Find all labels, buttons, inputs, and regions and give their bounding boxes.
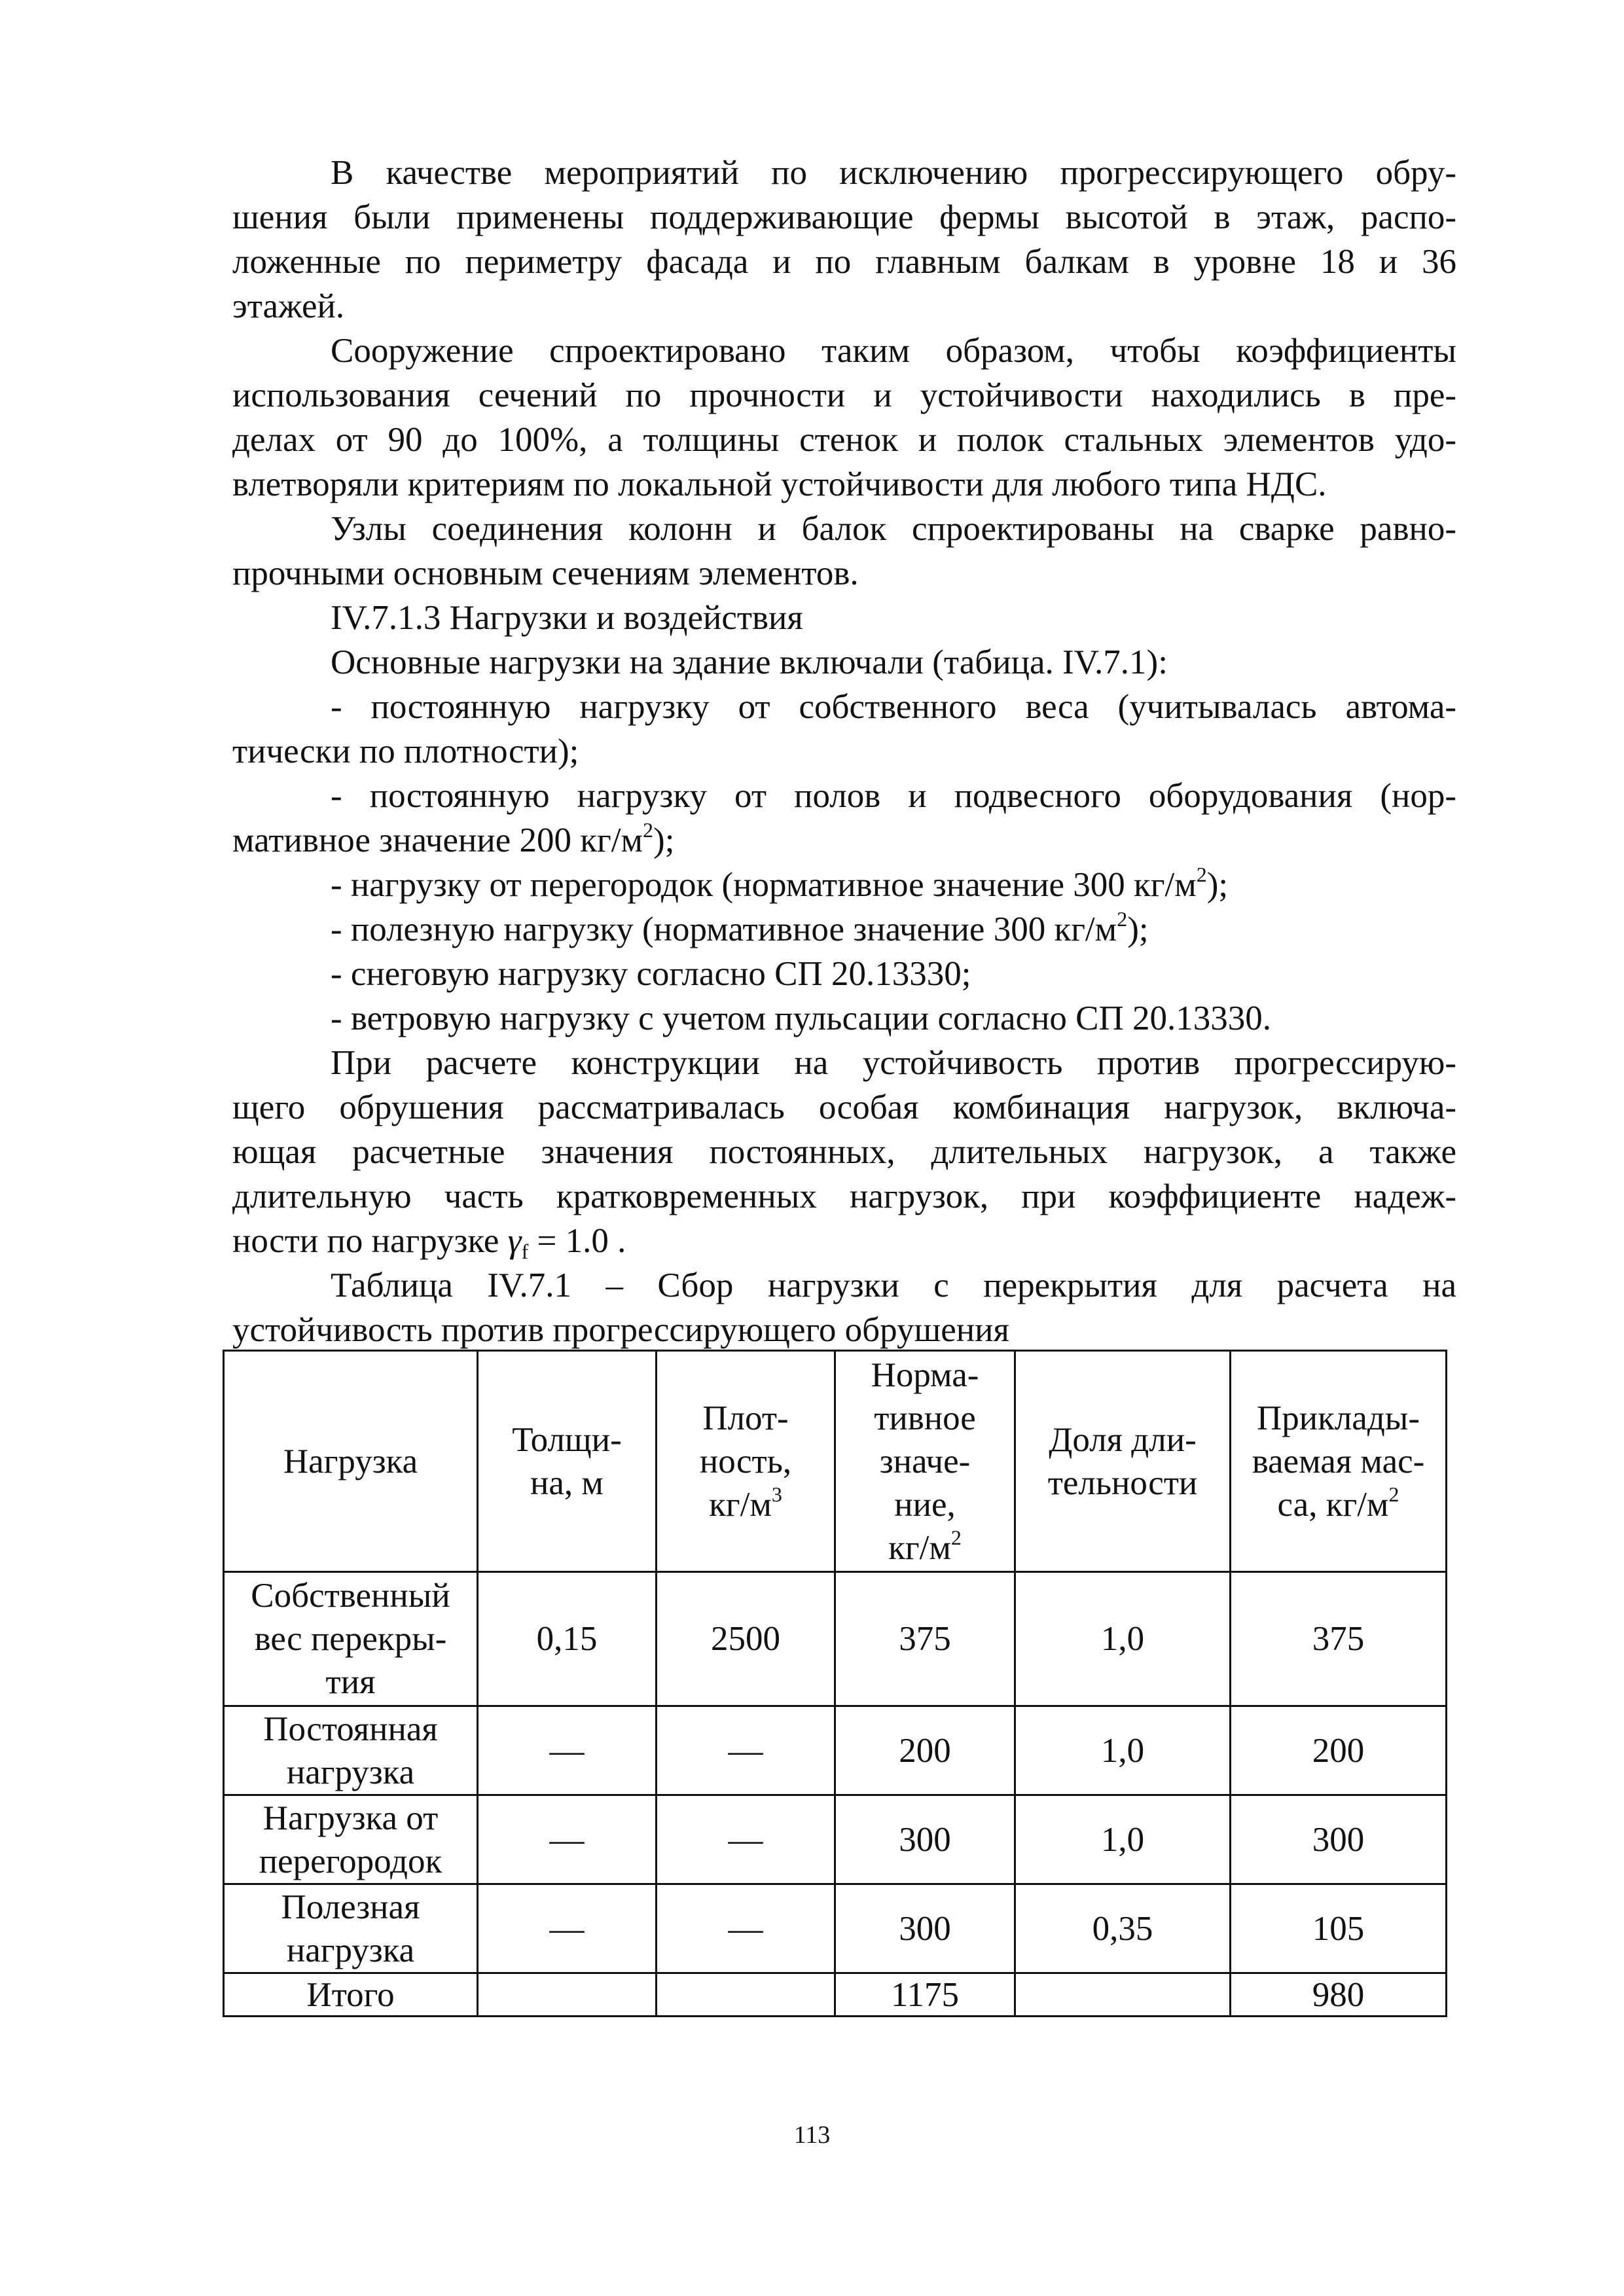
header-duration: Доля дли- тельности (1015, 1351, 1231, 1572)
list-item-continuation: мативное значение 200 $кг/м^2$); (232, 818, 675, 859)
cell-load: Итого (224, 1973, 478, 2017)
text-line: ющая расчетные значения постоянных, длительных нагрузок, а также (232, 1133, 1456, 1171)
cell-thickness: — (478, 1795, 657, 1884)
table-header-row (224, 1351, 1447, 1572)
header-thickness: Толщи- на, м (478, 1351, 657, 1572)
formula-line: ности по нагрузке $\gamma_f = 1.0$ . (232, 1222, 626, 1263)
cell-thickness: — (478, 1706, 657, 1795)
text-line: В качестве мероприятий по исключению прогрессирующего обру- (331, 154, 1456, 192)
section-heading: IV.7.1.3 Нагрузки и воздействия (331, 599, 803, 637)
cell-density: — (657, 1706, 835, 1795)
list-item: - снеговую нагрузку согласно СП 20.13330; (331, 955, 971, 993)
text-line: этажей. (232, 287, 345, 325)
header-normative: Норма- тивное значе- ние, $кг/м^2$ (835, 1351, 1015, 1572)
cell-density (657, 1973, 835, 2017)
header-applied: Приклады- ваемая мас- са, $кг/м^2$ (1231, 1351, 1447, 1572)
text-line: Сооружение спроектировано таким образом, чтобы коэффициенты (331, 332, 1456, 370)
cell-density: 2500 (657, 1572, 835, 1706)
cell-load: Полезная нагрузка (224, 1884, 478, 1973)
loads-table (223, 1350, 1447, 2017)
cell-applied: 105 (1231, 1884, 1447, 1973)
table-row (224, 1706, 1447, 1795)
text-line: прочными основным сечениям элементов. (232, 554, 859, 592)
table-row (224, 1572, 1447, 1706)
cell-applied: 375 (1231, 1572, 1447, 1706)
list-item: - ветровую нагрузку с учетом пульсации согласно СП 20.13330. (331, 999, 1272, 1037)
cell-duration: 1,0 (1015, 1706, 1231, 1795)
list-item-continuation: тически по плотности); (232, 732, 579, 770)
text-line: Узлы соединения колонн и балок спроектированы на сварке равно- (331, 510, 1456, 548)
cell-load: Нагрузка от перегородок (224, 1795, 478, 1884)
list-item: - нагрузку от перегородок (нормативное значение 300 $кг/м^2$); (331, 863, 1229, 904)
text-line: щего обрушения рассматривалась особая комбинация нагрузок, включа- (232, 1088, 1456, 1126)
gamma-symbol: γ (507, 1222, 522, 1260)
cell-load: Собственный вес перекры- тия (224, 1572, 478, 1706)
cell-duration: 1,0 (1015, 1795, 1231, 1884)
cell-thickness: 0,15 (478, 1572, 657, 1706)
cell-applied: 300 (1231, 1795, 1447, 1884)
table-row (224, 1884, 1447, 1973)
page-number: 113 (793, 2121, 831, 2149)
cell-normative: 300 (835, 1795, 1015, 1884)
cell-density: — (657, 1884, 835, 1973)
cell-thickness: — (478, 1884, 657, 1973)
page-body (232, 151, 1456, 1352)
cell-normative: 200 (835, 1706, 1015, 1795)
text-line: длительную часть кратковременных нагрузок, при коэффициенте надеж- (232, 1177, 1456, 1215)
list-item: - постоянную нагрузку от собственного веса (учитывалась автома- (331, 688, 1456, 726)
table-caption: устойчивость против прогрессирующего обрушения (232, 1311, 1009, 1349)
text-line: использования сечений по прочности и устойчивости находились в пре- (232, 376, 1456, 414)
cell-normative: 1175 (835, 1973, 1015, 2017)
cell-density: — (657, 1795, 835, 1884)
text-line: делах от 90 до 100%, а толщины стенок и полок стальных элементов удо- (232, 421, 1456, 459)
list-item: - постоянную нагрузку от полов и подвесного оборудования (нор- (331, 777, 1456, 815)
cell-normative: 375 (835, 1572, 1015, 1706)
text-line: Основные нагрузки на здание включали (табица. IV.7.1): (331, 643, 1168, 681)
table-total-row (224, 1973, 1447, 2017)
table-row (224, 1795, 1447, 1884)
cell-normative: 300 (835, 1884, 1015, 1973)
cell-applied: 200 (1231, 1706, 1447, 1795)
cell-duration: 1,0 (1015, 1572, 1231, 1706)
text-line: ложенные по периметру фасада и по главным балкам в уровне 18 и 36 (232, 243, 1456, 281)
text-line: При расчете конструкции на устойчивость против прогрессирую- (331, 1044, 1456, 1082)
table-caption: Таблица IV.7.1 – Сбор нагрузки с перекрытия для расчета на (331, 1266, 1456, 1304)
text-line: влетворяли критериям по локальной устойчивости для любого типа НДС. (232, 465, 1327, 503)
cell-applied: 980 (1231, 1973, 1447, 2017)
cell-duration: 0,35 (1015, 1884, 1231, 1973)
cell-thickness (478, 1973, 657, 2017)
cell-duration (1015, 1973, 1231, 2017)
cell-load: Постоянная нагрузка (224, 1706, 478, 1795)
list-item: - полезную нагрузку (нормативное значение 300 $кг/м^2$); (331, 907, 1149, 948)
header-density: Плот- ность, $кг/м^3$ (657, 1351, 835, 1572)
header-load: Нагрузка (224, 1351, 478, 1572)
text-line: шения были применены поддерживающие фермы высотой в этаж, распо- (232, 198, 1456, 236)
